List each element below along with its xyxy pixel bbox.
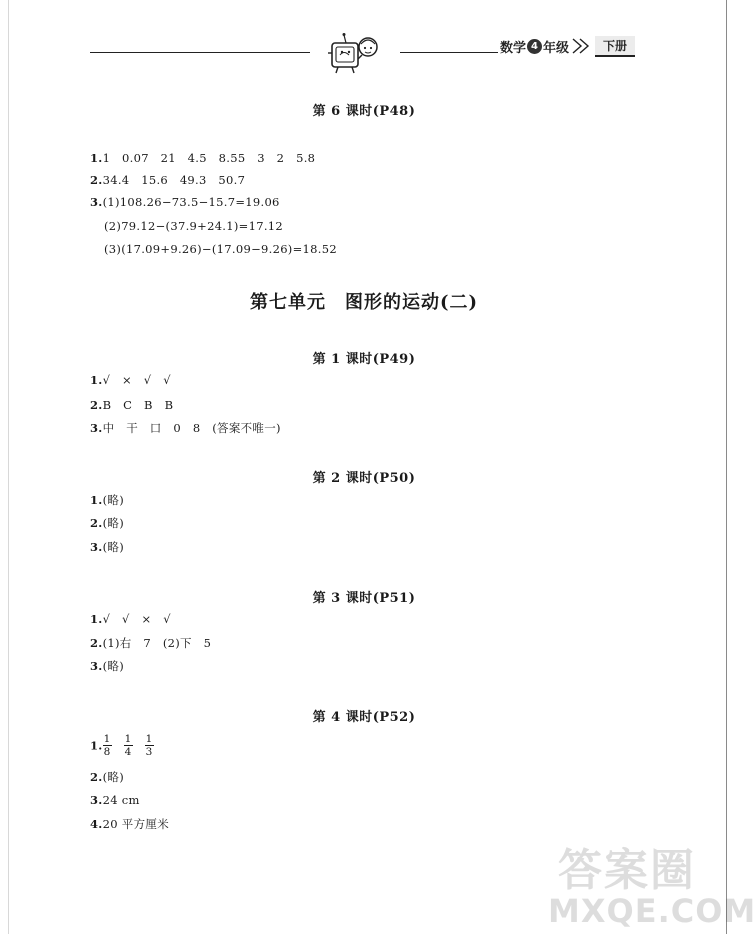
header-book-info bbox=[500, 36, 635, 56]
grade-suffix-label: 年级 bbox=[543, 40, 570, 56]
lesson-1-title: 第 1 课时(P49) bbox=[312, 352, 416, 367]
lesson-2-answer-3: 3.(略) bbox=[90, 540, 124, 554]
lesson-2-answer-2: 2.(略) bbox=[90, 516, 124, 530]
lesson-3-answer-2: 2.(1)右 7 (2)下 5 bbox=[90, 636, 212, 650]
lesson-6-answer-3-3: (3)(17.09+9.26)−(17.09−9.26)=18.52 bbox=[104, 242, 337, 256]
lesson-4-answer-2: 2.(略) bbox=[90, 770, 124, 784]
fraction-one-fourth: $\frac{1}{4}$ bbox=[124, 733, 132, 758]
lesson-6-answer-1: 1.1 0.07 21 4.5 8.55 3 2 5.8 bbox=[90, 151, 316, 165]
lesson-3-title: 第 3 课时(P51) bbox=[312, 591, 416, 606]
volume-label: 下册 bbox=[595, 36, 635, 57]
subject-label: 数学 bbox=[500, 40, 527, 56]
lesson-1-answer-2: 2.B C B B bbox=[90, 398, 174, 412]
lesson-3-answer-1: 1.√ √ × √ bbox=[90, 612, 171, 626]
watermark bbox=[538, 834, 756, 934]
unit-7-title: 第七单元 图形的运动(二) bbox=[249, 292, 479, 313]
lesson-3-answer-3: 3.(略) bbox=[90, 659, 124, 673]
book-mascot-icon bbox=[322, 31, 382, 77]
double-chevron-icon bbox=[571, 36, 593, 56]
lesson-2-title: 第 2 课时(P50) bbox=[312, 471, 416, 486]
subject-grade-label bbox=[500, 37, 569, 56]
lesson-6-answer-3-1: 3.(1)108.26−73.5−15.7=19.06 bbox=[90, 195, 280, 209]
fraction-one-third: $\frac{1}{3}$ bbox=[145, 733, 153, 758]
header-rule-left bbox=[90, 52, 310, 53]
lesson-4-answer-3: 3.24 cm bbox=[90, 793, 140, 807]
lesson-4-title: 第 4 课时(P52) bbox=[312, 710, 416, 725]
lesson-1-answer-1: 1.√ × √ √ bbox=[90, 373, 171, 387]
lesson-4-answer-4: 4.20 平方厘米 bbox=[90, 817, 169, 831]
watermark-top-text: 答案圈 bbox=[558, 845, 696, 896]
lesson-6-title: 第 6 课时(P48) bbox=[312, 104, 416, 119]
watermark-bottom-text: MXQE.COM bbox=[548, 892, 756, 930]
grade-number-badge: 4 bbox=[527, 39, 542, 54]
lesson-1-answer-3: 3.中 干 口 0 8 (答案不唯一) bbox=[90, 421, 281, 435]
lesson-6-answer-2: 2.34.4 15.6 49.3 50.7 bbox=[90, 173, 246, 187]
header-rule-right bbox=[400, 52, 498, 53]
lesson-2-answer-1: 1.(略) bbox=[90, 493, 124, 507]
lesson-4-answer-1: 1. $\frac{1}{8}$ $\frac{1}{4}$ $\frac{1}{3}$ bbox=[90, 733, 153, 758]
fraction-one-eighth: $\frac{1}{8}$ bbox=[103, 733, 111, 758]
lesson-6-answer-3-2: (2)79.12−(37.9+24.1)=17.12 bbox=[104, 219, 284, 233]
